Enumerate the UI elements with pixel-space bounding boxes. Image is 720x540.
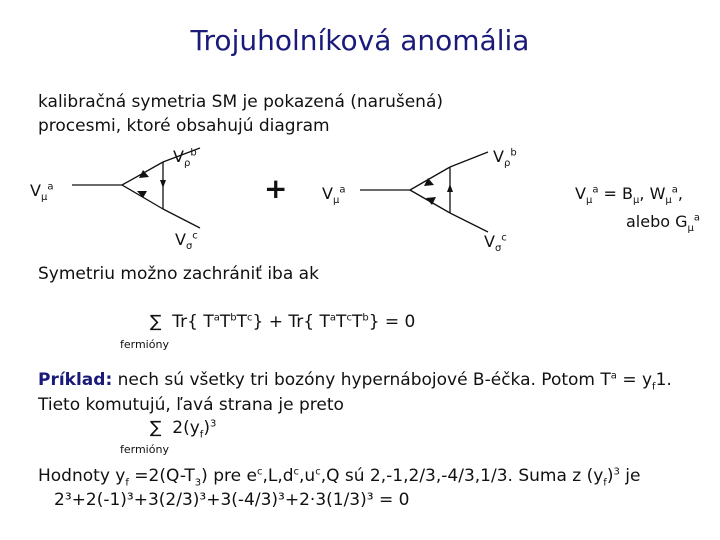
diagram2-label-v-sigma: $V_\sigma^c$ (484, 232, 507, 255)
diagram1-bottom-out (163, 209, 200, 228)
values-line-1: Hodnoty $y_f =2(Q-T_3)$ pre $e^c,L,d^c,u^c,Q$ sú 2,-1,2/3,-4/3,1/3. Suma z $(y_f)^3$ je (38, 466, 641, 489)
diagram1-label-v-rho: $V_\rho^b$ (173, 147, 197, 170)
diagram1-label-v-mu: $V_\mu^a$ (30, 181, 54, 204)
example-line-1: Príklad: nech sú všetky tri bozóny hypernábojové B-éčka. Potom $T^a = y_f1$. (38, 370, 672, 393)
diagram2-upper-leg (410, 167, 450, 190)
side-note-line-2: alebo $G_\mu^a$ (626, 212, 701, 235)
diagram2-label-v-rho: $V_\rho^b$ (493, 147, 517, 170)
symmetry-text: Symetriu možno zachrániť iba ak (38, 264, 319, 284)
diagram1-arrow-right (160, 180, 166, 188)
example-line-2: Tieto komutujú, ľavá strana je preto (38, 395, 344, 415)
example-sum: ∑ $2(y_f)^3$ (150, 418, 217, 441)
diagram1-label-v-sigma: $V_\sigma^c$ (175, 230, 198, 253)
diagram2-arrow-right (447, 184, 453, 192)
symmetry-fermiony-label: fermióny (120, 338, 169, 351)
diagram2-label-v-mu: $V_\mu^a$ (322, 184, 346, 207)
diagram2-bottom-out (450, 213, 488, 232)
page-title: Trojuholníková anomália (190, 24, 530, 57)
intro-line-1: kalibračná symetria SM je pokazená (narušená) (38, 92, 443, 112)
intro-line-2: procesmi, ktoré obsahujú diagram (38, 116, 330, 136)
side-note-line-1: $V_\mu^a = B_\mu$, $W_\mu^a$, (575, 184, 684, 207)
values-line-2: 2³+2(-1)³+3(2/3)³+3(-4/3)³+2·3(1/3)³ = 0 (54, 490, 410, 510)
plus-sign: + (264, 172, 288, 205)
diagram2-arrow-upper (424, 178, 434, 186)
diagram2-top-out (450, 152, 488, 167)
example-fermiony-label: fermióny (120, 443, 169, 456)
example-label: Príklad: (38, 370, 113, 390)
symmetry-condition: ∑ Tr{ $T^aT^bT^c\} + Tr${ $T^aT^cT^b\} = 0$ (150, 312, 416, 332)
